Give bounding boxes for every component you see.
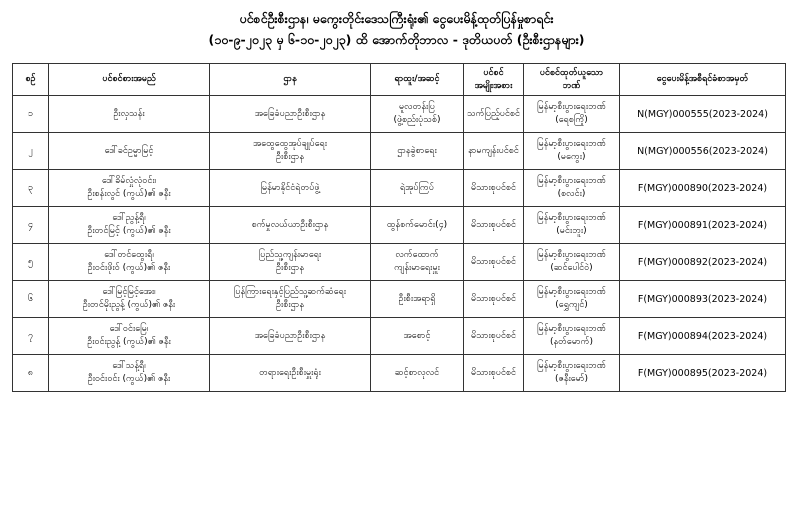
header-col-dept: ဌာန [210,64,371,96]
cell-line: အခြေခံပညာဦးစီးဌာန [254,108,326,119]
cell-line: ဒေါ်သန့်ရီ၊ [112,361,146,371]
cell-pensioner-name [49,170,210,207]
table-row [13,96,786,133]
pension-table [12,63,786,392]
cell-line: ဦးဝင်းဖိုးဝ် (ကွယ်)၏ ဇနီး [87,263,171,273]
cell-line: ဆင့်စာလုလင် [394,367,440,378]
cell-line: လက်ထောက် [395,250,439,260]
cell-rank [371,170,464,207]
table-row [13,355,786,392]
cell-line: (ဇနီးမော်) [554,374,589,384]
header-col-rank: ရာထူး/အဆင့် [371,64,464,96]
cell-pension-type: နာမကျန်းပင်စင် [464,133,524,170]
cell-line: ဦးဝင်းဝင်း (ကွယ်)၏ ဇနီး [87,374,171,384]
cell-department [210,170,371,207]
cell-line: တရားရေးဦးစီးမှူးရုံး [259,367,321,378]
cell-bank [524,207,620,244]
cell-serial-no: ၆ [13,281,49,318]
cell-pensioner-name [49,355,210,392]
cell-pension-type: မိသားစုပင်စင် [464,244,524,281]
cell-line: ဦးစီးဌာန [276,263,304,273]
cell-line: (ရွှေကျင်) [555,300,588,310]
header-col-bank: ပင်စင်ထုတ်ယူသော ဘဏ် [524,64,620,96]
table-header-row [13,64,786,96]
cell-bank [524,281,620,318]
cell-bank [524,170,620,207]
cell-payment-order-ref: F(MGY)000894(2023-2024) [620,318,786,355]
cell-line: ဌာနခွဲစာရေး [397,145,437,156]
cell-rank [371,244,464,281]
cell-line: ဒေါ်ညွန့်ရီ၊ [112,213,146,223]
cell-line: မြန်မာ့စီးပွားရေးဘဏ် [537,102,606,112]
cell-line: ဦးစန်းလွင် (ကွယ်)၏ ဇနီး [87,189,171,199]
cell-pension-type: မိသားစုပင်စင် [464,281,524,318]
cell-line: (စလင်း) [557,189,586,199]
cell-line: မြန်မာ့စီးပွားရေးဘဏ် [537,361,606,371]
cell-payment-order-ref: N(MGY)000555(2023-2024) [620,96,786,133]
header-col-no: စဉ် [13,64,49,96]
cell-line: စက်မှုလယ်ယာဦးစီးဌာန [251,219,329,230]
cell-line: ဦးစီးဌာန [276,152,304,162]
cell-pensioner-name [49,244,210,281]
cell-line: (မင်းဘူး) [556,226,587,236]
cell-line: (ဆင်ပေါင်ဝဲ) [550,263,593,273]
cell-line: အစောင့် [403,330,431,341]
document-title: ပင်စင်ဦးစီးဌာန၊ မကွေးတိုင်းဒေသကြီးရုံး၏ ငွေပေးမိန့်ထုတ်ပြန်မှုစာရင်း [239,11,554,26]
cell-line: မြန်မာ့စီးပွားရေးဘဏ် [537,287,606,297]
cell-line: အထွေထွေအုပ်ချုပ်ရေး [252,139,328,149]
cell-line: ဦးဝင်းညွန့် (ကွယ်)၏ ဇနီး [87,337,171,347]
cell-line: ဦးတင်မြင့် (ကွယ်)၏ ဇနီး [87,226,171,236]
cell-line: ပြည်သူ့ကျန်းမာရေး [258,250,322,260]
table-row [13,133,786,170]
cell-line: ဦးစီးဌာန [276,300,304,310]
cell-line: မြန်မာ့စီးပွားရေးဘဏ် [537,213,606,223]
table-body [13,96,786,392]
cell-line: ဦးလှသန်း [113,108,145,119]
cell-department [210,355,371,392]
cell-rank [371,207,464,244]
cell-pensioner-name [49,207,210,244]
cell-department [210,318,371,355]
cell-line: အခြေခံပညာဦးစီးဌာန [254,330,326,341]
cell-payment-order-ref: F(MGY)000893(2023-2024) [620,281,786,318]
cell-pension-type: မိသားစုပင်စင် [464,318,524,355]
cell-rank [371,133,464,170]
cell-line: ဒေါ်ခိမ်လှုံလုံဝင်း၊ [101,176,157,186]
cell-serial-no: ၄ [13,207,49,244]
cell-pension-type: မိသားစုပင်စင် [464,207,524,244]
cell-line: မြန်မာ့စီးပွားရေးဘဏ် [537,139,606,149]
cell-serial-no: ၅ [13,244,49,281]
cell-pensioner-name [49,281,210,318]
cell-department [210,244,371,281]
cell-rank [371,96,464,133]
cell-payment-order-ref: F(MGY)000895(2023-2024) [620,355,786,392]
cell-line: မြန်မာ့စီးပွားရေးဘဏ် [537,250,606,260]
cell-department [210,133,371,170]
table-row [13,281,786,318]
cell-line: ဒေါ်ဝင်းမြေ၊ [109,324,149,334]
cell-line: ပြန်ကြားရေးနှင့်ပြည်သူ့ဆက်ဆံရေး [233,287,347,297]
cell-payment-order-ref: F(MGY)000891(2023-2024) [620,207,786,244]
cell-rank [371,355,464,392]
cell-bank [524,318,620,355]
cell-pensioner-name [49,133,210,170]
cell-pension-type: မိသားစုပင်စင် [464,355,524,392]
table-row [13,244,786,281]
table-row [13,170,786,207]
cell-department [210,281,371,318]
cell-pension-type: သက်ပြည့်ပင်စင် [464,96,524,133]
cell-line: မူလတန်းပြ [399,102,435,112]
cell-pensioner-name [49,318,210,355]
cell-serial-no: ၇ [13,318,49,355]
cell-line: ကျန်းမာရေးမှူး [394,263,440,273]
cell-line: မြန်မာနိုင်ငံရဲတပ်ဖွဲ့ [260,182,320,193]
cell-bank [524,133,620,170]
cell-line: ဒေါ်တင်ထွေးရီ၊ [104,250,154,260]
cell-department [210,207,371,244]
table-row [13,207,786,244]
cell-line: (မကွေး) [557,152,586,162]
header-col-type: ပင်စင် အမျိုးအစား [464,64,524,96]
cell-pension-type: မိသားစုပင်စင် [464,170,524,207]
cell-line: (နတ်မောက်) [550,337,593,347]
cell-line: ရဲအုပ်ကြပ် [399,182,434,193]
cell-line: ဒေါ်ခင်ဥမ္မာမြင့် [104,145,154,156]
header-col-name: ပင်စင်စားအမည် [49,64,210,96]
cell-bank [524,355,620,392]
cell-line: မြန်မာ့စီးပွားရေးဘဏ် [537,324,606,334]
cell-department [210,96,371,133]
cell-bank [524,244,620,281]
cell-rank [371,281,464,318]
document-subtitle: (၁၀-၉-၂၀၂၃ မှ ၆-၁၀-၂၀၂၃) ထိ အောက်တိုဘာလ - ဒုတိယပတ် (ဦးစီးဌာနများ) [208,32,585,47]
cell-pensioner-name [49,96,210,133]
cell-bank [524,96,620,133]
cell-payment-order-ref: F(MGY)000890(2023-2024) [620,170,786,207]
cell-serial-no: ၈ [13,355,49,392]
cell-serial-no: ၁ [13,96,49,133]
cell-serial-no: ၂ [13,133,49,170]
cell-line: (ရေစကြို) [555,115,588,125]
cell-line: ဒေါ်မြင့်မြင့်အေး၊ [102,287,156,297]
cell-line: မြန်မာ့စီးပွားရေးဘဏ် [537,176,606,186]
cell-line: ထွန်စက်မောင်း(၄) [386,219,448,230]
cell-rank [371,318,464,355]
cell-payment-order-ref: N(MGY)000556(2023-2024) [620,133,786,170]
header-col-ref: ငွေပေးမိန့်အစီရင်ခံစာအမှတ် [620,64,786,96]
cell-line: (ဖွဲ့စည်းပုံသစ်) [393,115,441,125]
table-row [13,318,786,355]
cell-line: ဦးတင်မိုးညွန့် (ကွယ်)၏ ဇနီး [82,300,176,310]
cell-line: ဦးစီးအရာရှိ [398,293,436,304]
cell-payment-order-ref: F(MGY)000892(2023-2024) [620,244,786,281]
cell-serial-no: ၃ [13,170,49,207]
